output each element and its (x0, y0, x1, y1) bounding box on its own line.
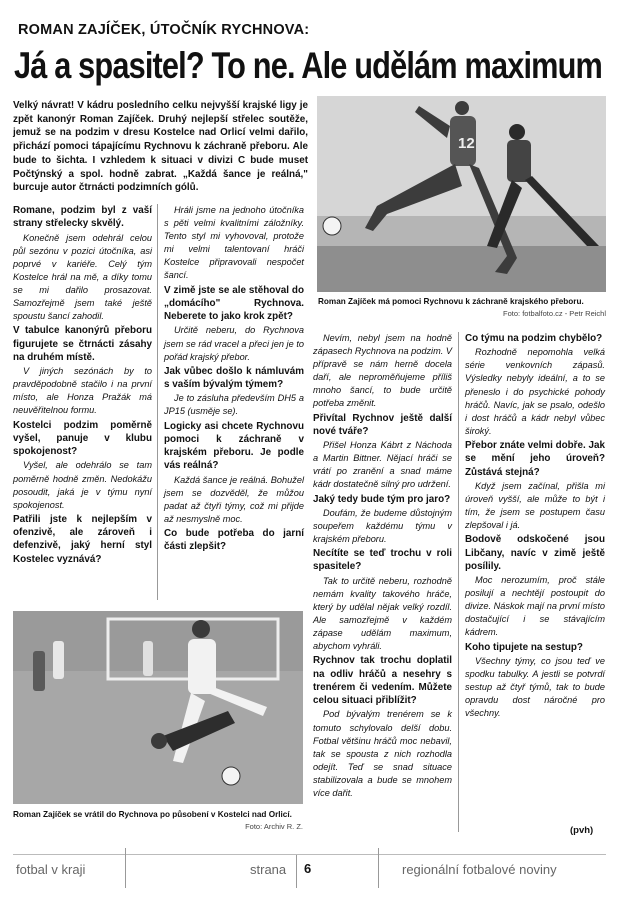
question: Jak vůbec došlo k námluvám s vaším bývalým týmem? (164, 365, 304, 391)
question: Necítíte se teď trochu v roli spasitele? (313, 548, 452, 573)
footer-page-label: strana (250, 862, 287, 877)
question: Logicky asi chcete Rychnovu pomoci k záchraně v krajském přeboru. Je podle vás reálná? (164, 420, 304, 472)
question: Přivítal Rychnov ještě další nové tváře? (313, 412, 452, 437)
football-match-image (13, 611, 303, 804)
question: Kostelci podzim poměrně vyšel, panuje v klubu spokojenost? (13, 419, 152, 458)
top-photo-credit: Foto: fotbalfoto.cz - Petr Reichl (503, 309, 606, 318)
question: Patřili jste k nejlepším v ofenzivě, ale zároveň i defenzivě, jaký herní styl Kostelec vyznává? (13, 513, 152, 565)
bottom-photo-caption: Roman Zajíček se vrátil do Rychnova po působení v Kostelci nad Orlicí. (13, 810, 292, 819)
answer: Doufám, že budeme důstojným soupeřem každému týmu v krajském přeboru. (313, 507, 452, 545)
bottom-photo (13, 611, 303, 804)
answer: Vyšel, ale odehrálo se tam poměrně hodně změn. Nedokážu posoudit, jaká je v týmu nyní spokojenost. (13, 460, 152, 510)
answer: Rozhodně nepomohla velká série venkovních zápasů. Výsledky nebyly ideální, a to se přeneslo i do psychické pohody hráčů. Navíc, jak se psalo, odešlo i dost hráčů a kádr nebyl vůbec široký. (465, 347, 605, 436)
column-3 (313, 332, 452, 801)
top-photo (317, 96, 606, 292)
answer: Každá šance je reálná. Bohužel jsem se dozvěděl, že můžou padat až čtyři týmy, což mi přijde až nesmyslně moc. (164, 474, 304, 524)
footer-publication-name: regionální fotbalové noviny (402, 862, 557, 877)
page-number: 6 (304, 861, 312, 876)
footer-divider (125, 848, 126, 888)
footer-divider (296, 855, 297, 888)
question: Koho tipujete na sestup? (465, 641, 583, 653)
answer: Tak to určitě neberu, rozhodně nemám kvality takového hráče, který by udělal nějak velký rozdíl. Ale samozřejmě v každém zápase udělám maximum, abychom vyhráli. (313, 575, 452, 652)
question: V zimě jste se ale stěhoval do „domácího" Rychnova. Neberete to jako krok zpět? (164, 284, 304, 323)
footer-divider (378, 848, 379, 888)
footer-rule (13, 854, 606, 855)
football-action-image (317, 96, 606, 292)
answer: Určitě neberu, do Rychnova jsem se rád vracel a přeci jen je to pořád krajský přebor. (164, 325, 304, 362)
answer: Konečně jsem odehrál celou půl sezónu v pozici útočníka, asi poprvé v kariéře. Celý tým Kostelce hrál na mě, a díky tomu se mi dařilo prosazovat. Samozřejmě jsem také ještě spoustu šancí zahodil. (13, 232, 152, 322)
answer: V jiných sezónách by to pravděpodobně stačilo i na první místo, ale Honza Pražák má neuvěřitelnou formu. (13, 366, 152, 416)
article-lead: Velký návrat! V kádru posledního celku nejvyšší krajské ligy je zpět kanonýr Roman Zajíček. Druhý nejlepší střelec soutěže, jemuž se na podzim v dresu Kostelce nad Orlicí velmi dařilo, přichází pomoci tápajícímu Rychnovu k záchraně přeboru. Ale bude to šichta. I vzhledem k situaci v divizi C bude muset Počtýnský a spol. hodně zabrat. „Každá šance je reálná," burcuje autor čtrnácti podzimních gólů. (13, 100, 308, 194)
column-divider (458, 332, 459, 832)
answer: Když jsem začínal, přišla mi úroveň vyšší, ale může to být i tím, že jsem se postupem času zlepšoval i já. (465, 480, 605, 531)
top-photo-caption: Roman Zajíček má pomoci Rychnovu k záchraně krajského přeboru. (318, 297, 584, 306)
column-2 (164, 204, 304, 555)
question: Rychnov tak trochu doplatil na odliv hráčů a nesehry s trenérem či vedením. Můžete celou situaci přiblížit? (313, 655, 452, 707)
article-headline: Já a spasitel? To ne. Ale udělám maximum (14, 45, 603, 86)
answer: Nevím, nebyl jsem na hodně zápasech Rychnova na podzim. V přípravě se nám herně docela daří, ale neproměňujeme příliš mnoho šancí, to bude určitě potřeba změnit. (313, 333, 452, 409)
answer: Přišel Honza Kábrt z Náchoda a Martin Bittner. Nějací hráči se vrátí po zranění a snad máme kádr dostatečně silný pro udržení. (313, 440, 452, 490)
question: V tabulce kanonýrů přeboru figurujete se čtrnácti zásahy na druhém místě. (13, 325, 152, 363)
column-4 (465, 332, 605, 721)
bottom-photo-credit: Foto: Archiv R. Z. (245, 822, 303, 831)
question: Co týmu na podzim chybělo? (465, 333, 603, 344)
answer: Hráli jsme na jednoho útočníka s pěti velmi kvalitními záložníky. Tento styl mi vyhovoval, protože mi velmi talentovaní hráči Kostelce připravovali nespočet šancí. (164, 205, 304, 281)
question: Bodově odskočené jsou Libčany, navíc v zimě ještě posílily. (465, 534, 605, 572)
column-divider (157, 204, 158, 600)
answer: Pod bývalým trenérem se k tomuto schylovalo delší dobu. Fotbal většinu hráčů moc nebavil, tak se spousta z nich rozhodla odejít. Teď se snad situace stabilizovala a bude se mnohem více dařit. (313, 709, 452, 799)
author-signature: (pvh) (570, 825, 594, 836)
question: Přebor znáte velmi dobře. Jak se mění jeho úroveň? Zůstává stejná? (465, 439, 605, 478)
footer-section-name: fotbal v kraji (16, 862, 86, 877)
question: Romane, podzim byl z vaší strany střelecky skvělý. (13, 205, 152, 230)
question: Co bude potřeba do jarní části zlepšit? (164, 528, 304, 553)
column-1 (13, 204, 152, 567)
article-kicker: ROMAN ZAJÍČEK, ÚTOČNÍK RYCHNOVA: (18, 22, 310, 38)
answer: Moc nerozumím, proč stále posilují a nechtějí postoupit do divize. Náskok mají na první místo dostačující i se stávajícím kádrem. (465, 575, 605, 638)
svg-text:12: 12 (458, 135, 475, 152)
answer: Je to zásluha především DH5 a JP15 (usměje se). (164, 393, 304, 417)
question: Jaký tedy bude tým pro jaro? (313, 493, 451, 505)
answer: Všechny týmy, co jsou teď ve spodku tabulky. A jestli se potvrdí sestup až čtyř týmů, tak to bude opravdu dost náročné pro všechny. (465, 655, 605, 719)
